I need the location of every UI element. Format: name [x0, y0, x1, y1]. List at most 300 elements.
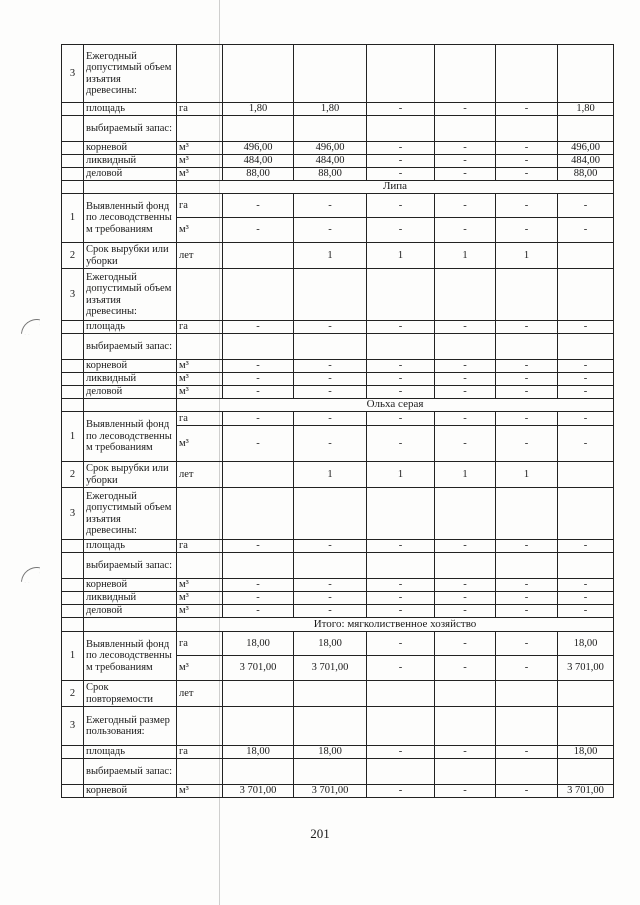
value-cell: 484,00 [294, 155, 367, 168]
value-cell: 18,00 [558, 746, 614, 759]
row-indicator-name: выбираемый запас: [84, 116, 177, 142]
value-cell: - [294, 373, 367, 386]
value-cell: - [496, 321, 558, 334]
value-cell: - [496, 412, 558, 426]
value-cell: - [435, 142, 496, 155]
table-row [62, 632, 614, 656]
value-cell [558, 243, 614, 269]
value-cell: - [435, 103, 496, 116]
value-cell: - [367, 785, 435, 798]
value-cell: 3 701,00 [294, 785, 367, 798]
value-cell: - [558, 386, 614, 399]
value-cell: - [367, 142, 435, 155]
value-cell [367, 488, 435, 540]
value-cell: - [558, 360, 614, 373]
row-indicator-name: корневой [84, 785, 177, 798]
value-cell: - [558, 592, 614, 605]
row-unit [177, 116, 223, 142]
value-cell: - [294, 360, 367, 373]
row-number: 1 [62, 194, 84, 243]
row-unit: лет [177, 681, 223, 707]
blank-cell [62, 618, 84, 632]
value-cell [496, 488, 558, 540]
value-cell: - [367, 605, 435, 618]
value-cell: - [223, 426, 294, 462]
value-cell: - [496, 386, 558, 399]
value-cell: - [294, 426, 367, 462]
value-cell: 18,00 [294, 746, 367, 759]
value-cell: 1 [496, 243, 558, 269]
row-number [62, 373, 84, 386]
value-cell [223, 334, 294, 360]
value-cell: - [435, 592, 496, 605]
value-cell: - [435, 386, 496, 399]
value-cell: - [496, 746, 558, 759]
row-indicator-name: Срок повторяемости [84, 681, 177, 707]
value-cell: - [367, 386, 435, 399]
table-section-row [62, 399, 614, 412]
row-unit: га [177, 412, 223, 426]
value-cell [496, 553, 558, 579]
row-indicator-name: деловой [84, 386, 177, 399]
value-cell: 484,00 [558, 155, 614, 168]
value-cell: - [496, 373, 558, 386]
value-cell: - [367, 168, 435, 181]
row-unit: м³ [177, 579, 223, 592]
row-number [62, 540, 84, 553]
row-unit: га [177, 746, 223, 759]
value-cell: - [558, 579, 614, 592]
value-cell: - [367, 656, 435, 681]
row-indicator-name: Выявленный фонд по лесоводственны м требованиям [84, 632, 177, 681]
row-unit: м³ [177, 785, 223, 798]
table-row [62, 321, 614, 334]
value-cell: - [367, 412, 435, 426]
value-cell: 496,00 [294, 142, 367, 155]
value-cell: - [223, 218, 294, 243]
row-number [62, 155, 84, 168]
value-cell [367, 707, 435, 746]
row-indicator-name: корневой [84, 360, 177, 373]
value-cell: - [435, 746, 496, 759]
value-cell [496, 45, 558, 103]
value-cell [294, 488, 367, 540]
value-cell: - [496, 592, 558, 605]
value-cell [435, 334, 496, 360]
value-cell [558, 553, 614, 579]
row-unit [177, 45, 223, 103]
table-row [62, 592, 614, 605]
value-cell [558, 269, 614, 321]
value-cell [367, 45, 435, 103]
row-indicator-name: Выявленный фонд по лесоводственны м требованиям [84, 194, 177, 243]
value-cell: - [294, 579, 367, 592]
table-row [62, 360, 614, 373]
row-unit: м³ [177, 592, 223, 605]
value-cell: - [558, 321, 614, 334]
value-cell [294, 681, 367, 707]
value-cell [496, 759, 558, 785]
blank-cell [84, 399, 177, 412]
table-row [62, 605, 614, 618]
table-row [62, 155, 614, 168]
value-cell [558, 116, 614, 142]
row-number [62, 103, 84, 116]
value-cell: - [435, 540, 496, 553]
value-cell: - [367, 218, 435, 243]
table-row [62, 540, 614, 553]
row-unit: га [177, 321, 223, 334]
page-number: 201 [310, 826, 330, 841]
value-cell: - [558, 605, 614, 618]
value-cell [367, 681, 435, 707]
value-cell [367, 269, 435, 321]
table-row [62, 103, 614, 116]
row-unit: га [177, 632, 223, 656]
table-row [62, 45, 614, 103]
row-indicator-name: корневой [84, 142, 177, 155]
row-indicator-name: площадь [84, 103, 177, 116]
value-cell [435, 45, 496, 103]
value-cell: - [435, 579, 496, 592]
value-cell [435, 681, 496, 707]
value-cell: - [294, 218, 367, 243]
row-number: 3 [62, 707, 84, 746]
table-row [62, 759, 614, 785]
table-row [62, 412, 614, 426]
value-cell: 1 [367, 243, 435, 269]
value-cell [496, 269, 558, 321]
value-cell [496, 707, 558, 746]
row-indicator-name: Срок вырубки или уборки [84, 243, 177, 269]
table-section-row [62, 181, 614, 194]
table-row [62, 553, 614, 579]
value-cell: 18,00 [294, 632, 367, 656]
blank-cell [84, 618, 177, 632]
row-number [62, 553, 84, 579]
value-cell: - [496, 785, 558, 798]
row-number: 3 [62, 488, 84, 540]
value-cell [223, 462, 294, 488]
value-cell: - [294, 540, 367, 553]
value-cell: - [294, 592, 367, 605]
value-cell: - [435, 412, 496, 426]
value-cell: 3 701,00 [558, 656, 614, 681]
value-cell: - [558, 194, 614, 218]
value-cell [294, 334, 367, 360]
value-cell [367, 116, 435, 142]
row-number [62, 746, 84, 759]
table-row [62, 462, 614, 488]
value-cell: - [496, 218, 558, 243]
punch-hole-mark [21, 565, 40, 584]
value-cell: - [435, 360, 496, 373]
row-number [62, 334, 84, 360]
row-unit: лет [177, 243, 223, 269]
value-cell [558, 488, 614, 540]
blank-cell [84, 181, 177, 194]
value-cell [496, 116, 558, 142]
row-indicator-name: выбираемый запас: [84, 759, 177, 785]
value-cell [496, 681, 558, 707]
row-number: 3 [62, 45, 84, 103]
value-cell: - [223, 321, 294, 334]
row-indicator-name: деловой [84, 168, 177, 181]
row-number [62, 142, 84, 155]
value-cell: - [223, 386, 294, 399]
row-indicator-name: площадь [84, 540, 177, 553]
table-row [62, 746, 614, 759]
row-unit: м³ [177, 605, 223, 618]
value-cell: 1 [435, 243, 496, 269]
value-cell: - [558, 540, 614, 553]
value-cell: 1 [367, 462, 435, 488]
value-cell: - [435, 155, 496, 168]
value-cell: - [496, 426, 558, 462]
table-row [62, 142, 614, 155]
row-unit [177, 334, 223, 360]
row-number [62, 592, 84, 605]
value-cell [435, 707, 496, 746]
row-unit: м³ [177, 656, 223, 681]
value-cell: - [367, 373, 435, 386]
row-number: 2 [62, 462, 84, 488]
value-cell [558, 707, 614, 746]
value-cell: 18,00 [223, 632, 294, 656]
value-cell [223, 707, 294, 746]
blank-cell [62, 181, 84, 194]
value-cell: 1,80 [223, 103, 294, 116]
value-cell [435, 759, 496, 785]
table-row [62, 243, 614, 269]
value-cell: - [223, 194, 294, 218]
row-indicator-name: Ежегодный размер пользования: [84, 707, 177, 746]
value-cell: - [367, 746, 435, 759]
value-cell: - [435, 168, 496, 181]
value-cell: 1,80 [558, 103, 614, 116]
table-row [62, 785, 614, 798]
value-cell: - [367, 103, 435, 116]
value-cell: - [435, 656, 496, 681]
value-cell: - [496, 155, 558, 168]
row-number [62, 386, 84, 399]
value-cell: - [496, 605, 558, 618]
table-row [62, 579, 614, 592]
row-unit [177, 488, 223, 540]
row-number [62, 116, 84, 142]
row-unit [177, 553, 223, 579]
row-unit: м³ [177, 168, 223, 181]
punch-hole-mark [21, 317, 40, 336]
value-cell: 88,00 [223, 168, 294, 181]
value-cell [223, 269, 294, 321]
value-cell: 18,00 [223, 746, 294, 759]
value-cell: - [367, 321, 435, 334]
row-indicator-name: Выявленный фонд по лесоводственны м требованиям [84, 412, 177, 462]
table-row [62, 386, 614, 399]
value-cell: 88,00 [558, 168, 614, 181]
row-number [62, 785, 84, 798]
value-cell: 1 [496, 462, 558, 488]
table-row [62, 373, 614, 386]
row-unit: м³ [177, 373, 223, 386]
value-cell: - [496, 656, 558, 681]
row-indicator-name: выбираемый запас: [84, 334, 177, 360]
table-row [62, 681, 614, 707]
value-cell: - [435, 321, 496, 334]
row-unit: га [177, 540, 223, 553]
value-cell: - [294, 386, 367, 399]
value-cell [294, 45, 367, 103]
row-indicator-name: корневой [84, 579, 177, 592]
value-cell: 3 701,00 [223, 656, 294, 681]
value-cell: - [435, 785, 496, 798]
value-cell [294, 707, 367, 746]
value-cell: 1 [435, 462, 496, 488]
value-cell: - [496, 360, 558, 373]
value-cell: - [496, 142, 558, 155]
row-unit [177, 269, 223, 321]
value-cell: 1,80 [294, 103, 367, 116]
row-number [62, 168, 84, 181]
value-cell: - [367, 592, 435, 605]
value-cell [223, 243, 294, 269]
value-cell: - [435, 426, 496, 462]
value-cell [558, 334, 614, 360]
value-cell: - [558, 218, 614, 243]
value-cell: - [558, 412, 614, 426]
blank-cell [62, 399, 84, 412]
value-cell: - [294, 321, 367, 334]
row-unit: м³ [177, 218, 223, 243]
row-unit: га [177, 103, 223, 116]
row-number: 2 [62, 243, 84, 269]
row-unit: м³ [177, 386, 223, 399]
row-indicator-name: деловой [84, 605, 177, 618]
row-indicator-name: площадь [84, 321, 177, 334]
value-cell: 18,00 [558, 632, 614, 656]
value-cell: - [435, 373, 496, 386]
section-title: Ольха серая [177, 399, 614, 412]
value-cell: - [367, 155, 435, 168]
value-cell: - [496, 579, 558, 592]
value-cell: - [496, 103, 558, 116]
table-row [62, 116, 614, 142]
value-cell: - [367, 194, 435, 218]
row-number [62, 579, 84, 592]
value-cell: - [223, 373, 294, 386]
value-cell: - [435, 632, 496, 656]
value-cell [435, 488, 496, 540]
row-indicator-name: Ежегодный допустимый объем изъятия древесины: [84, 488, 177, 540]
table-row [62, 334, 614, 360]
row-indicator-name: площадь [84, 746, 177, 759]
value-cell [223, 116, 294, 142]
table-row [62, 707, 614, 746]
table-row [62, 488, 614, 540]
value-cell: - [294, 605, 367, 618]
value-cell [223, 553, 294, 579]
row-number: 1 [62, 632, 84, 681]
value-cell: 3 701,00 [294, 656, 367, 681]
value-cell: 3 701,00 [558, 785, 614, 798]
section-title: Итого: мягколиственное хозяйство [177, 618, 614, 632]
value-cell: - [223, 360, 294, 373]
table-row [62, 269, 614, 321]
row-unit [177, 707, 223, 746]
row-number [62, 605, 84, 618]
value-cell [294, 116, 367, 142]
section-title: Липа [177, 181, 614, 194]
value-cell: - [294, 412, 367, 426]
value-cell: - [367, 579, 435, 592]
value-cell [558, 462, 614, 488]
value-cell: 484,00 [223, 155, 294, 168]
value-cell: - [223, 592, 294, 605]
value-cell: - [558, 426, 614, 462]
row-unit: га [177, 194, 223, 218]
value-cell [435, 553, 496, 579]
value-cell: - [223, 605, 294, 618]
value-cell [294, 553, 367, 579]
table-row [62, 194, 614, 218]
forest-use-table [61, 44, 614, 798]
row-unit: м³ [177, 360, 223, 373]
value-cell: 496,00 [558, 142, 614, 155]
value-cell: 496,00 [223, 142, 294, 155]
row-unit: м³ [177, 426, 223, 462]
value-cell: - [223, 579, 294, 592]
value-cell: - [496, 632, 558, 656]
row-number [62, 321, 84, 334]
row-number [62, 759, 84, 785]
value-cell [496, 334, 558, 360]
row-number [62, 360, 84, 373]
value-cell: - [367, 426, 435, 462]
value-cell: - [367, 360, 435, 373]
row-unit [177, 759, 223, 785]
value-cell: - [435, 218, 496, 243]
value-cell [367, 334, 435, 360]
table-section-row [62, 618, 614, 632]
table-row [62, 168, 614, 181]
row-indicator-name: ликвидный [84, 155, 177, 168]
value-cell: 1 [294, 462, 367, 488]
value-cell [223, 488, 294, 540]
row-indicator-name: Срок вырубки или уборки [84, 462, 177, 488]
row-indicator-name: ликвидный [84, 592, 177, 605]
value-cell [558, 681, 614, 707]
value-cell [223, 45, 294, 103]
value-cell: - [496, 168, 558, 181]
value-cell [435, 269, 496, 321]
row-number: 1 [62, 412, 84, 462]
value-cell: - [223, 412, 294, 426]
value-cell [223, 681, 294, 707]
row-indicator-name: выбираемый запас: [84, 553, 177, 579]
value-cell: - [367, 632, 435, 656]
value-cell: - [367, 540, 435, 553]
row-unit: лет [177, 462, 223, 488]
value-cell: 88,00 [294, 168, 367, 181]
value-cell: - [496, 540, 558, 553]
value-cell: - [496, 194, 558, 218]
row-unit: м³ [177, 142, 223, 155]
value-cell: - [223, 540, 294, 553]
value-cell [558, 45, 614, 103]
value-cell [367, 759, 435, 785]
row-unit: м³ [177, 155, 223, 168]
